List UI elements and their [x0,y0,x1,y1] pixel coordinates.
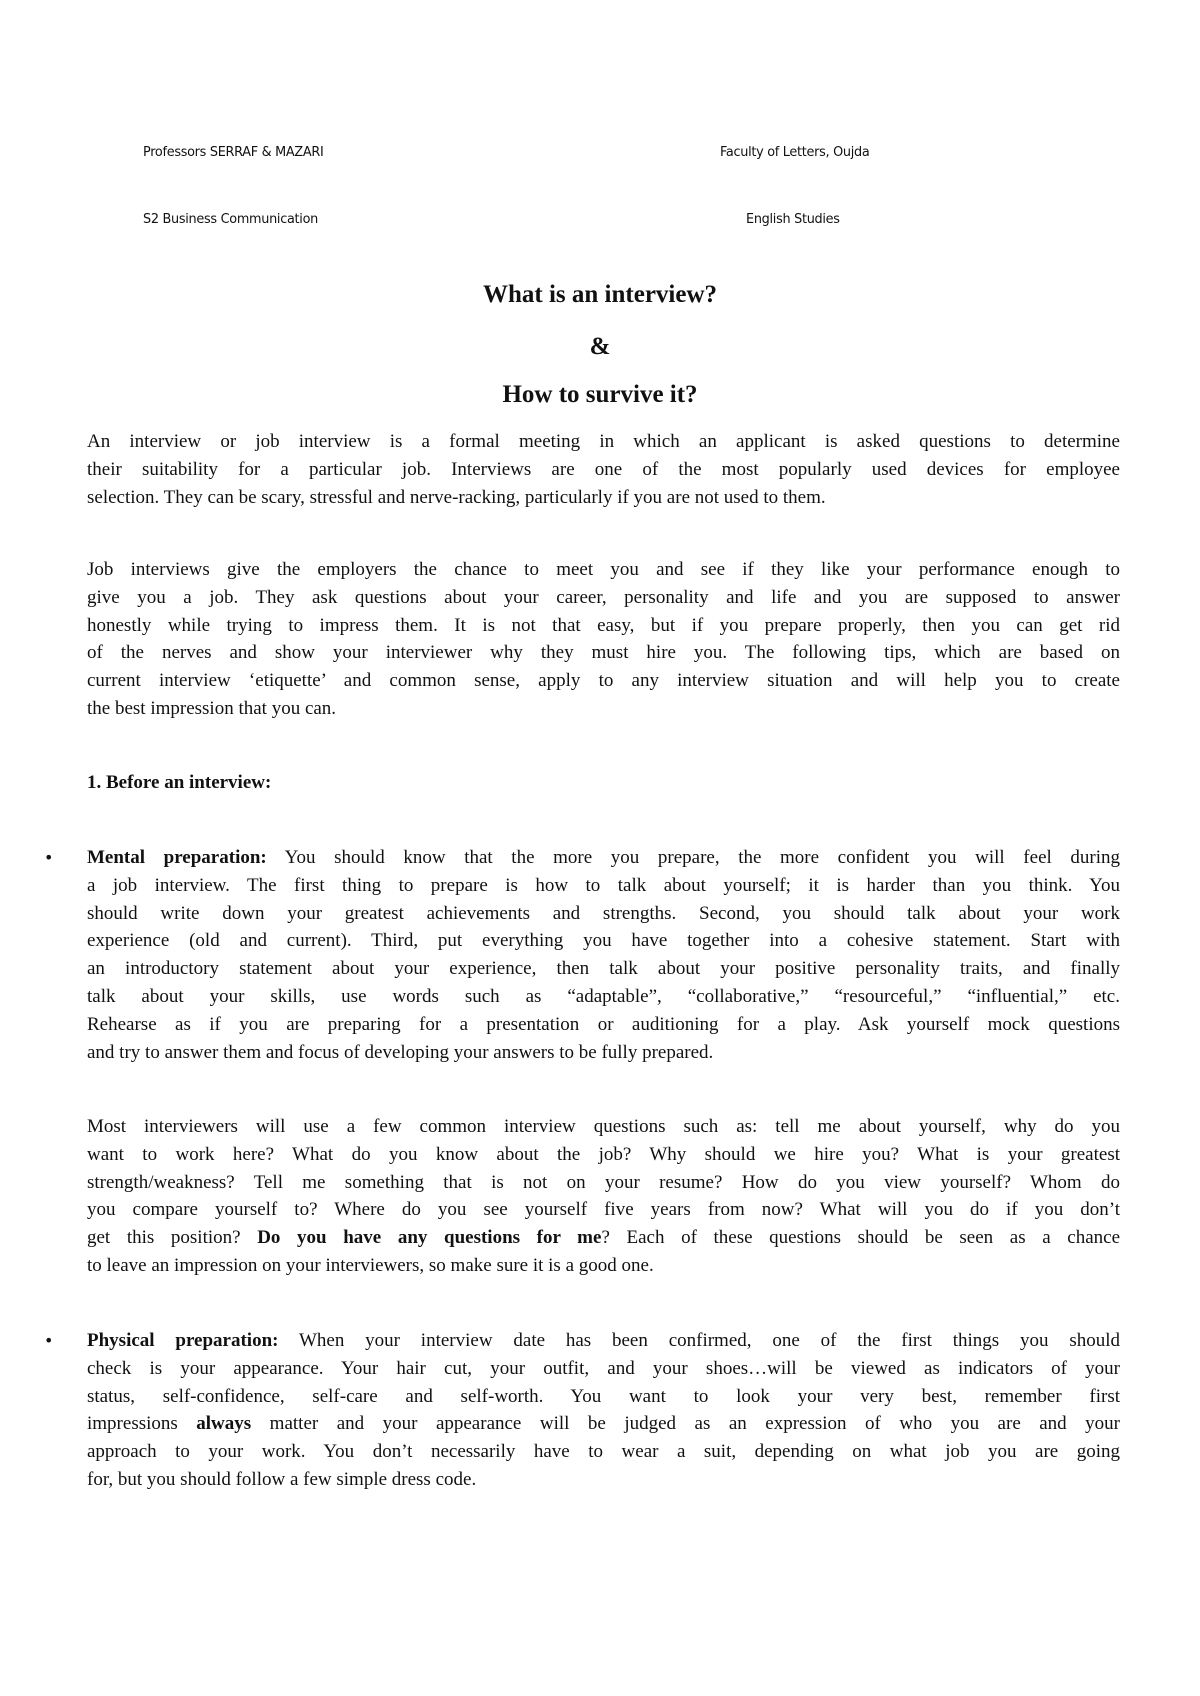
text-line [87,927,1120,955]
text-line [87,1383,1120,1411]
text-segment: for, but you should follow a few simple dress code. [87,1468,477,1490]
section-heading-before-interview: 1. Before an interview: [87,772,272,793]
text-segment: the best impression that you can. [87,697,337,719]
title-ampersand: & [589,333,611,360]
text-segment: and try to answer them and focus of developing your answers to be fully prepared. [87,1041,714,1063]
text-segment: of the nerves and show your interviewer why they must hire you. The following tips, which are based on [87,642,1120,664]
text-segment: experience (old and current). Third, put everything you have together into a cohesive statement. Start with [87,930,1120,952]
text-segment: matter and your appearance will be judged as an expression of who you are and your [251,1413,1120,1435]
paragraph-intro [87,428,1120,511]
text-line [87,1196,1120,1224]
text-line [87,1011,1120,1039]
header-department: English Studies [746,211,840,227]
text-line [87,695,1120,723]
text-segment: talk about your skills, use words such as “adaptable”, “collaborative,” “resourceful,” “influential,” etc. [87,985,1120,1007]
text-line [87,556,1120,584]
text-segment: check is your appearance. Your hair cut, your outfit, and your shoes…will be viewed as indicators of your [87,1357,1120,1379]
text-line [87,639,1120,667]
text-segment: you compare yourself to? Where do you see yourself five years from now? What will you do if you don’t [87,1199,1120,1221]
paragraph-job-interviews [87,556,1120,723]
text-line [87,612,1120,640]
text-segment: You should know that the more you prepare, the more confident you will feel during [266,847,1120,868]
text-line [87,667,1120,695]
paragraph-physical-preparation [87,1327,1120,1494]
text-line [87,1410,1120,1438]
text-line [87,428,1120,456]
text-line [87,1039,1120,1067]
text-line [87,484,1120,512]
text-line [87,456,1120,484]
text-segment: Rehearse as if you are preparing for a presentation or auditioning for a play. Ask yourself mock questions [87,1013,1120,1035]
header-professors: Professors SERRAF & MAZARI [143,144,324,160]
text-segment: an introductory statement about your experience, then talk about your positive personality traits, and finally [87,958,1120,980]
bold-text-segment: Physical preparation: [87,1330,279,1351]
paragraph-common-questions [87,1113,1120,1280]
text-segment: want to work here? What do you know about the job? Why should we hire you? What is your greatest [87,1143,1120,1165]
text-segment: Job interviews give the employers the chance to meet you and see if they like your performance enough to [87,559,1120,580]
text-segment: impressions [87,1413,197,1435]
text-segment: ? Each of these questions should be seen as a chance [601,1227,1121,1249]
text-segment: current interview ‘etiquette’ and common sense, apply to any interview situation and will help you to create [87,670,1120,692]
text-line [87,1327,1120,1355]
text-segment: approach to your work. You don’t necessarily have to wear a suit, depending on what job you are going [87,1441,1120,1463]
bullet-icon: • [44,1331,54,1350]
text-line [87,1466,1120,1494]
text-segment: honestly while trying to impress them. It is not that easy, but if you prepare properly, then you can get rid [87,614,1120,636]
text-segment: give you a job. They ask questions about your career, personality and life and you are supposed to answer [87,586,1120,608]
text-segment: An interview or job interview is a formal meeting in which an applicant is asked questions to determine [87,431,1120,452]
paragraph-mental-preparation [87,844,1120,1066]
text-segment: get this position? [87,1227,258,1249]
text-line [87,1169,1120,1197]
bullet-icon: • [44,848,54,867]
text-segment: selection. They can be scary, stressful and nerve-racking, particularly if you are not used to them. [87,486,826,508]
header-faculty: Faculty of Letters, Oujda [720,144,870,160]
text-line [87,1141,1120,1169]
text-line [87,983,1120,1011]
title-line-2: How to survive it? [502,381,698,408]
text-line [87,872,1120,900]
text-line [87,1224,1120,1252]
header-course: S2 Business Communication [143,211,318,227]
text-line [87,1113,1120,1141]
text-line [87,900,1120,928]
text-line [87,1438,1120,1466]
text-line [87,955,1120,983]
text-segment: status, self-confidence, self-care and self-worth. You want to look your very best, remember first [87,1385,1120,1407]
text-line [87,1252,1120,1280]
bold-text-segment: Mental preparation: [87,847,267,868]
text-segment: should write down your greatest achievements and strengths. Second, you should talk about your work [87,902,1120,924]
text-line [87,844,1120,872]
text-segment: to leave an impression on your interviewers, so make sure it is a good one. [87,1254,654,1276]
text-segment: strength/weakness? Tell me something that is not on your resume? How do you view yourself? Whom do [87,1171,1120,1193]
text-segment: Most interviewers will use a few common interview questions such as: tell me about yourself, why do you [87,1116,1120,1137]
text-segment: a job interview. The first thing to prepare is how to talk about yourself; it is harder than you think. You [87,874,1120,896]
text-line [87,584,1120,612]
text-line [87,1355,1120,1383]
text-segment: their suitability for a particular job. Interviews are one of the most popularly used devices for employee [87,458,1120,480]
bold-text-segment: always [196,1413,252,1435]
bold-text-segment: Do you have any questions for me [257,1227,602,1249]
title-line-1: What is an interview? [482,281,718,308]
text-segment: When your interview date has been confirmed, one of the first things you should [278,1330,1120,1351]
